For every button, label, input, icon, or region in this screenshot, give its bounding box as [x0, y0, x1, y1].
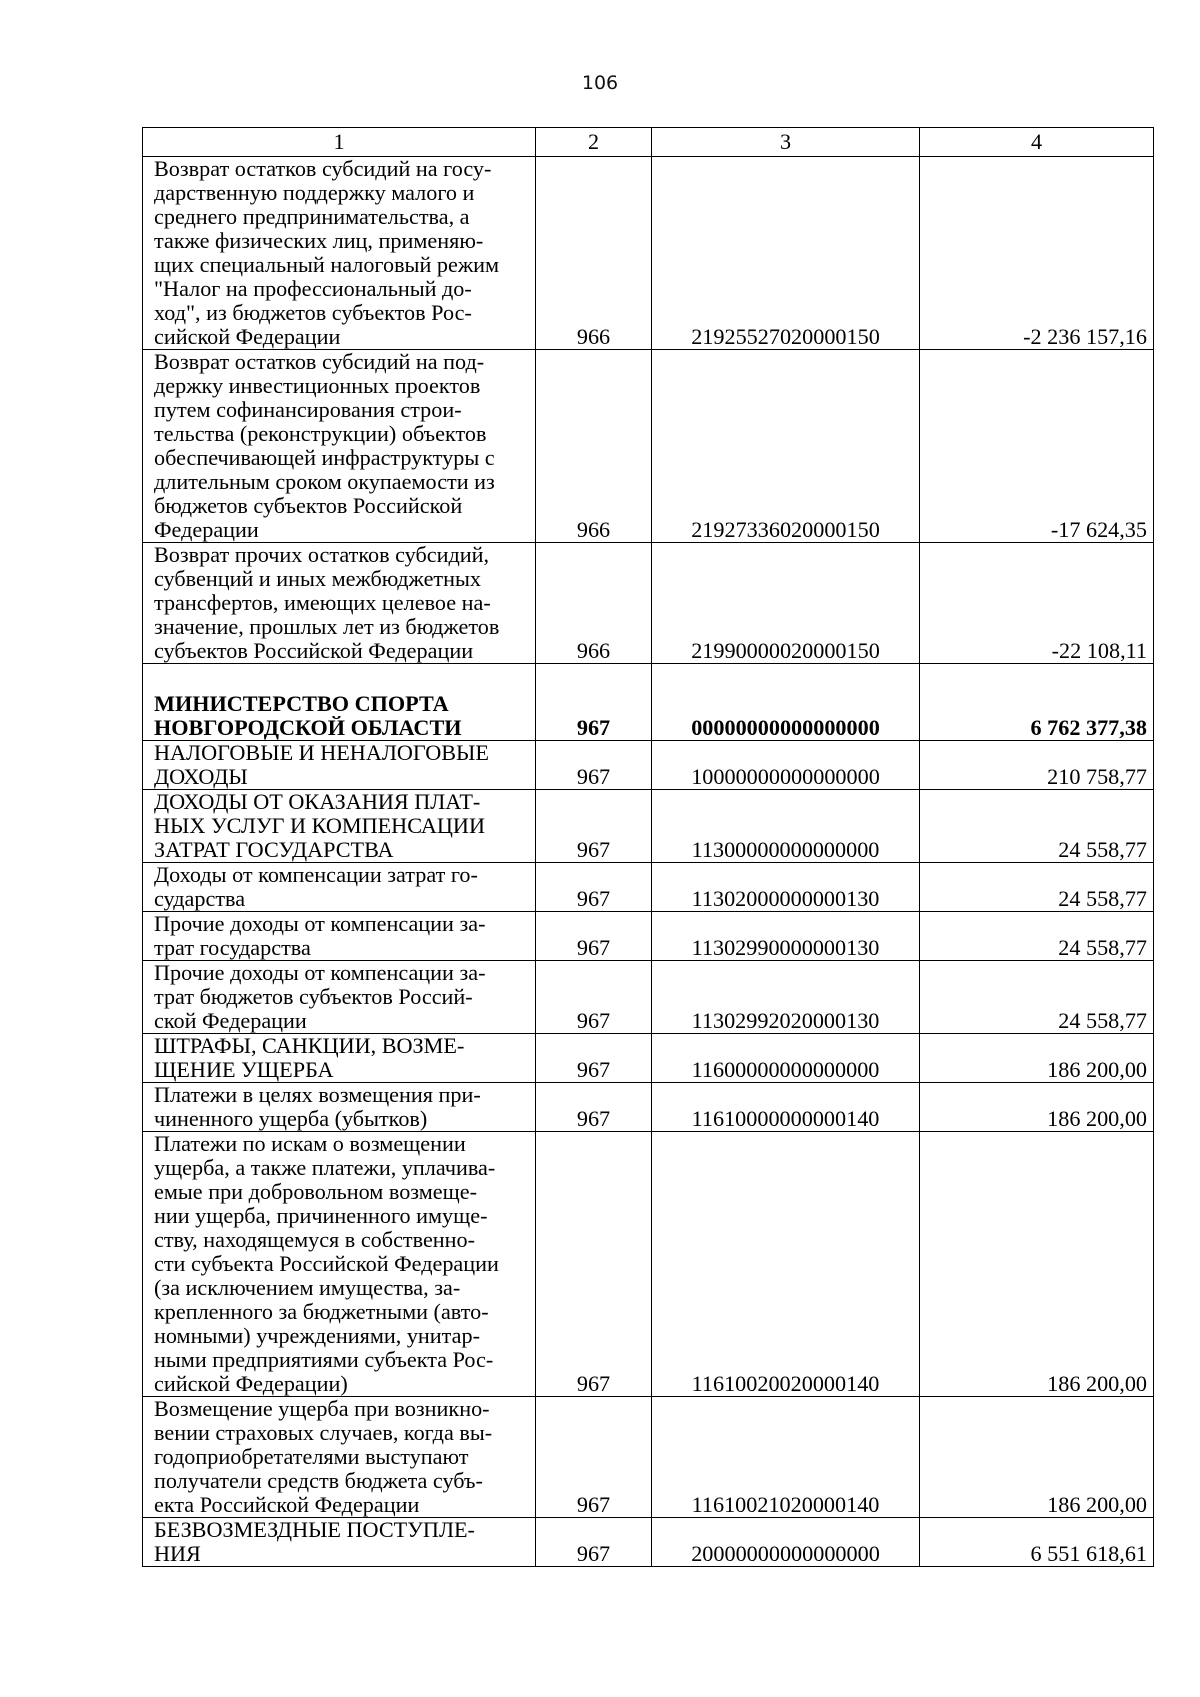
- row-amount: -22 108,11: [920, 543, 1154, 664]
- table-row: [143, 350, 1154, 543]
- description-line: НЫХ УСЛУГ И КОМПЕНСАЦИИ: [154, 813, 485, 838]
- row-amount: 186 200,00: [920, 1083, 1154, 1132]
- description-line: Возврат остатков субсидий на под-: [154, 349, 485, 374]
- row-budget-code: 11302000000000130: [652, 863, 920, 912]
- description-line: бюджетов субъектов Российской: [154, 493, 463, 518]
- description-line: сударства: [154, 886, 246, 911]
- description-line: ской Федерации: [154, 1008, 307, 1033]
- row-description: [143, 1034, 536, 1083]
- description-line: тельства (реконструкции) объектов: [154, 421, 487, 446]
- row-admin-code: 967: [536, 1397, 652, 1518]
- row-description: [143, 912, 536, 961]
- table-row: [143, 1518, 1154, 1567]
- row-description: [143, 543, 536, 664]
- description-line: ЩЕНИЕ УЩЕРБА: [154, 1057, 334, 1082]
- row-description: [143, 350, 536, 543]
- row-admin-code: 967: [536, 1518, 652, 1567]
- row-budget-code: 00000000000000000: [652, 664, 920, 741]
- page-number: 106: [581, 72, 619, 94]
- row-description: [143, 157, 536, 350]
- table-body: [143, 128, 1154, 1567]
- description-line: ДОХОДЫ ОТ ОКАЗАНИЯ ПЛАТ-: [154, 789, 481, 814]
- description-line: трансфертов, имеющих целевое на-: [154, 590, 491, 615]
- description-line: ЗАТРАТ ГОСУДАРСТВА: [154, 837, 394, 862]
- description-line: дарственную поддержку малого и: [154, 180, 475, 205]
- description-line: длительным сроком окупаемости из: [154, 469, 495, 494]
- row-admin-code: 967: [536, 741, 652, 790]
- row-admin-code: 967: [536, 1132, 652, 1397]
- row-amount: -2 236 157,16: [920, 157, 1154, 350]
- column-header-2: 2: [536, 128, 652, 157]
- description-line: Доходы от компенсации затрат го-: [154, 862, 478, 887]
- description-line: среднего предпринимательства, а: [154, 204, 470, 229]
- description-line: НИЯ: [154, 1541, 201, 1566]
- description-line: держку инвестиционных проектов: [154, 373, 481, 398]
- description-line: трат бюджетов субъектов Россий-: [154, 984, 473, 1009]
- description-line: ущерба, а также платежи, уплачива-: [154, 1155, 496, 1180]
- description-line: Федерации: [154, 517, 259, 542]
- row-description: [143, 790, 536, 863]
- table-row: [143, 741, 1154, 790]
- row-budget-code: 20000000000000000: [652, 1518, 920, 1567]
- description-line: щих специальный налоговый режим: [154, 252, 500, 277]
- description-line: трат государства: [154, 935, 311, 960]
- description-line: вении страховых случаев, когда вы-: [154, 1420, 493, 1445]
- description-line: МИНИСТЕРСТВО СПОРТА: [154, 691, 449, 716]
- row-description: [143, 1132, 536, 1397]
- description-line: ход", из бюджетов субъектов Рос-: [154, 300, 472, 325]
- row-admin-code: 967: [536, 790, 652, 863]
- row-amount: 6 551 618,61: [920, 1518, 1154, 1567]
- description-line: емые при добровольном возмеще-: [154, 1179, 477, 1204]
- row-amount: 24 558,77: [920, 863, 1154, 912]
- row-budget-code: 11600000000000000: [652, 1034, 920, 1083]
- description-line: ными предприятиями субъекта Рос-: [154, 1347, 494, 1372]
- row-budget-code: 11610020020000140: [652, 1132, 920, 1397]
- description-line: значение, прошлых лет из бюджетов: [154, 614, 500, 639]
- description-line: ству, находящемуся в собственно-: [154, 1227, 476, 1252]
- table-row: [143, 1132, 1154, 1397]
- description-line: Возмещение ущерба при возникно-: [154, 1396, 490, 1421]
- row-budget-code: 11610000000000140: [652, 1083, 920, 1132]
- table-row: [143, 863, 1154, 912]
- row-description: [143, 664, 536, 741]
- row-admin-code: 966: [536, 543, 652, 664]
- revenue-table: [142, 127, 1154, 1567]
- row-budget-code: 21925527020000150: [652, 157, 920, 350]
- table-row: [143, 157, 1154, 350]
- column-header-1: 1: [143, 128, 536, 157]
- description-line: годоприобретателями выступают: [154, 1444, 469, 1469]
- row-admin-code: 967: [536, 863, 652, 912]
- column-header-row: [143, 128, 1154, 157]
- row-admin-code: 966: [536, 157, 652, 350]
- row-admin-code: 967: [536, 1034, 652, 1083]
- row-budget-code: 11302992020000130: [652, 961, 920, 1034]
- description-line: ДОХОДЫ: [154, 764, 248, 789]
- description-line: нии ущерба, причиненного имуще-: [154, 1203, 488, 1228]
- row-budget-code: 11302990000000130: [652, 912, 920, 961]
- row-admin-code: 967: [536, 1083, 652, 1132]
- description-line: НАЛОГОВЫЕ И НЕНАЛОГОВЫЕ: [154, 740, 489, 765]
- row-budget-code: 21927336020000150: [652, 350, 920, 543]
- row-amount: 186 200,00: [920, 1397, 1154, 1518]
- table-row: [143, 664, 1154, 741]
- row-description: [143, 1397, 536, 1518]
- row-amount: 24 558,77: [920, 961, 1154, 1034]
- description-line: субвенций и иных межбюджетных: [154, 566, 482, 591]
- table-row: [143, 543, 1154, 664]
- description-line: сти субъекта Российской Федерации: [154, 1251, 499, 1276]
- description-line: получатели средств бюджета субъ-: [154, 1468, 483, 1493]
- row-description: [143, 961, 536, 1034]
- row-budget-code: 11300000000000000: [652, 790, 920, 863]
- row-amount: 6 762 377,38: [920, 664, 1154, 741]
- row-amount: 186 200,00: [920, 1132, 1154, 1397]
- column-header-3: 3: [652, 128, 920, 157]
- description-line: Возврат прочих остатков субсидий,: [154, 542, 490, 567]
- row-description: [143, 863, 536, 912]
- description-line: обеспечивающей инфраструктуры с: [154, 445, 495, 470]
- description-line: путем софинансирования строи-: [154, 397, 462, 422]
- description-line: (за исключением имущества, за-: [154, 1275, 461, 1300]
- row-amount: 186 200,00: [920, 1034, 1154, 1083]
- row-admin-code: 967: [536, 961, 652, 1034]
- description-line: "Налог на профессиональный до-: [154, 276, 472, 301]
- row-description: [143, 1518, 536, 1567]
- row-admin-code: 966: [536, 350, 652, 543]
- description-line: НОВГОРОДСКОЙ ОБЛАСТИ: [154, 715, 462, 740]
- row-admin-code: 967: [536, 912, 652, 961]
- row-description: [143, 1083, 536, 1132]
- description-line: Платежи в целях возмещения при-: [154, 1082, 481, 1107]
- table-row: [143, 912, 1154, 961]
- description-line: субъектов Российской Федерации: [154, 638, 474, 663]
- table-row: [143, 961, 1154, 1034]
- description-line: номными) учреждениями, унитар-: [154, 1323, 480, 1348]
- row-amount: 24 558,77: [920, 912, 1154, 961]
- table-row: [143, 1083, 1154, 1132]
- description-line: БЕЗВОЗМЕЗДНЫЕ ПОСТУПЛЕ-: [154, 1517, 475, 1542]
- table-row: [143, 790, 1154, 863]
- description-line: крепленного за бюджетными (авто-: [154, 1299, 489, 1324]
- table-row: [143, 1397, 1154, 1518]
- row-budget-code: 11610021020000140: [652, 1397, 920, 1518]
- description-line: сийской Федерации): [154, 1371, 348, 1396]
- description-line: чиненного ущерба (убытков): [154, 1106, 428, 1131]
- description-line: екта Российской Федерации: [154, 1492, 420, 1517]
- row-amount: -17 624,35: [920, 350, 1154, 543]
- row-amount: 24 558,77: [920, 790, 1154, 863]
- row-budget-code: 21990000020000150: [652, 543, 920, 664]
- column-header-4: 4: [920, 128, 1154, 157]
- description-line: Прочие доходы от компенсации за-: [154, 911, 486, 936]
- description-line: Платежи по искам о возмещении: [154, 1131, 466, 1156]
- row-budget-code: 10000000000000000: [652, 741, 920, 790]
- description-line: Возврат остатков субсидий на госу-: [154, 156, 492, 181]
- row-description: [143, 741, 536, 790]
- table-row: [143, 1034, 1154, 1083]
- row-admin-code: 967: [536, 664, 652, 741]
- row-amount: 210 758,77: [920, 741, 1154, 790]
- description-line: также физических лиц, применяю-: [154, 228, 484, 253]
- description-line: ШТРАФЫ, САНКЦИИ, ВОЗМЕ-: [154, 1033, 465, 1058]
- description-line: Прочие доходы от компенсации за-: [154, 960, 486, 985]
- description-line: сийской Федерации: [154, 324, 341, 349]
